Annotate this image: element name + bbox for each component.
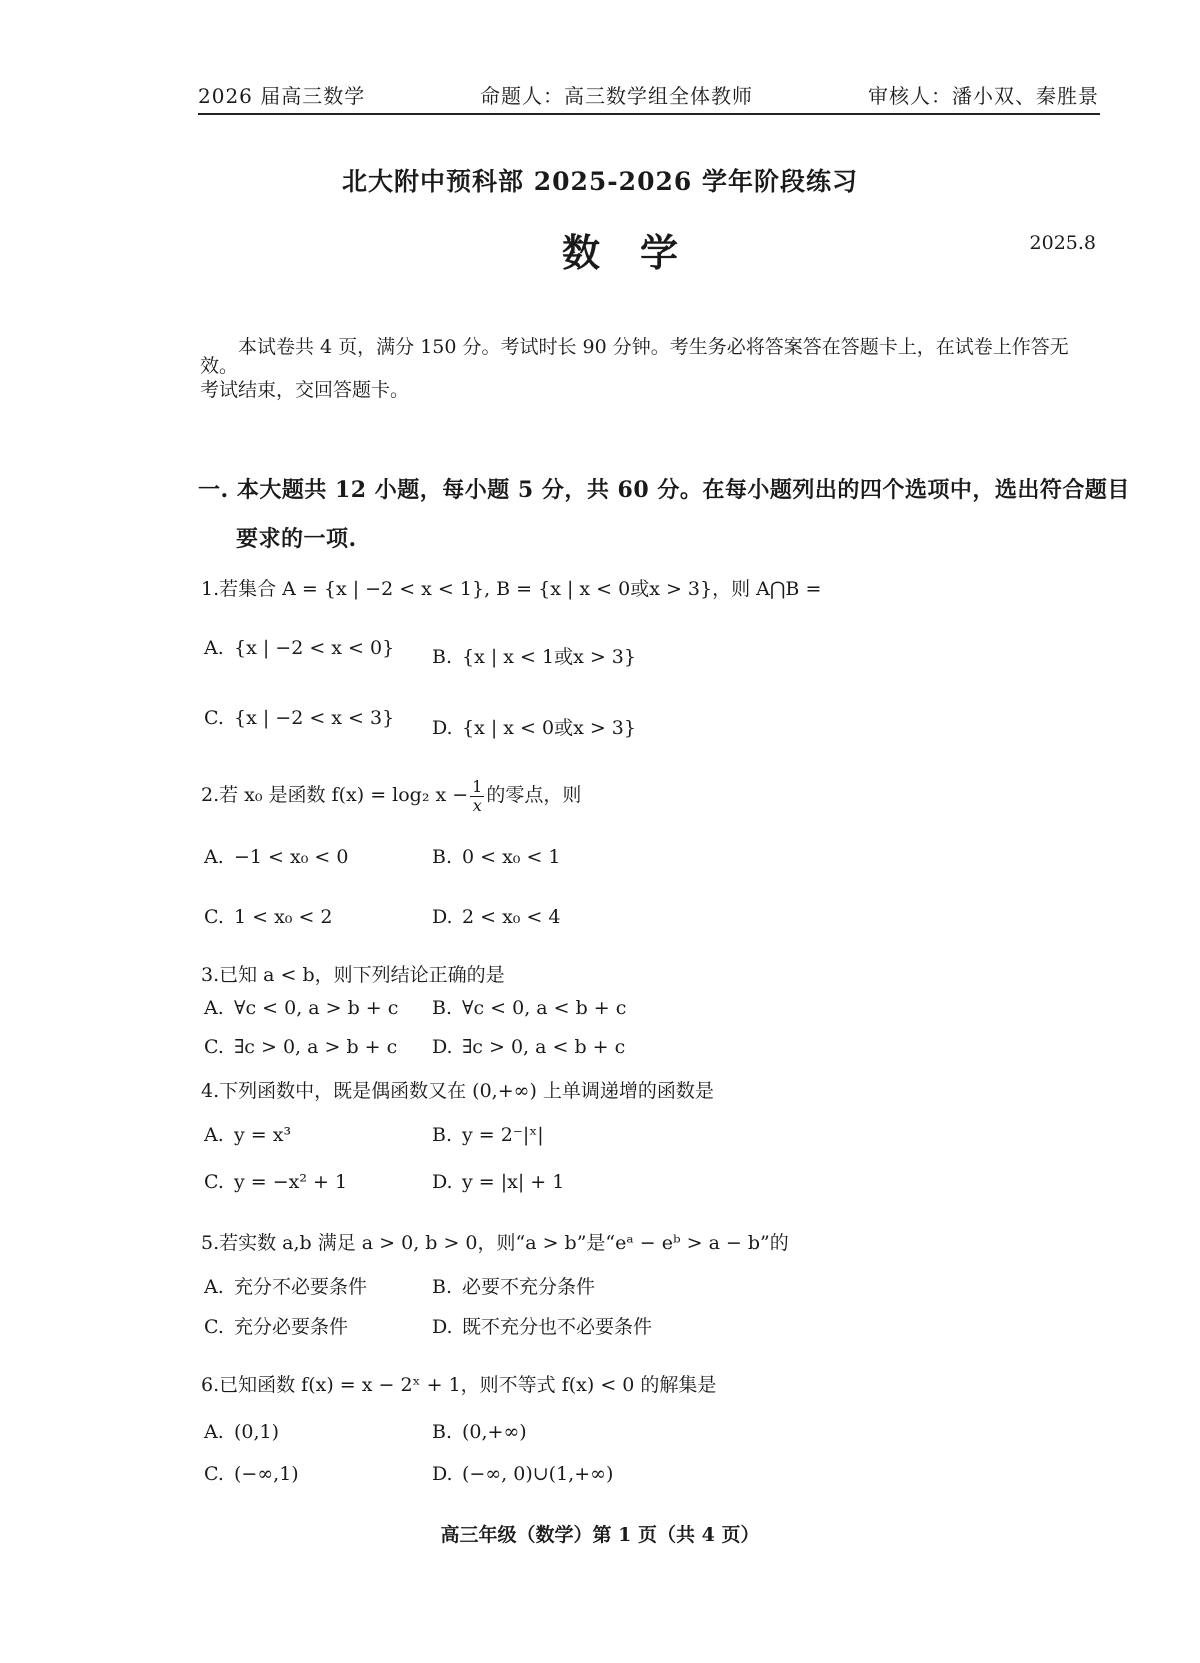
question-5-option-d: D. 既不充分也不必要条件 (432, 1316, 653, 1338)
question-3-option-d: D. ∃c > 0, a < b + c (432, 1036, 626, 1058)
question-4-option-d: D. y = |x| + 1 (432, 1171, 565, 1193)
exam-subject: 数学 (561, 230, 718, 275)
header-divider (198, 113, 1100, 115)
question-5-option-c: C. 充分必要条件 (204, 1316, 349, 1338)
intro-line-1: 本试卷共 4 页，满分 150 分。考试时长 90 分钟。考生务必将答案答在答题卡上，在试卷上作答无效。 (200, 336, 1069, 377)
question-6-option-c: C. (−∞,1) (204, 1463, 299, 1485)
question-6-option-a: A. (0,1) (204, 1421, 280, 1443)
question-5-stem: 5.若实数 a,b 满足 a > 0, b > 0，则“a > b”是“eᵃ − eᵇ > a − b”的 (201, 1232, 789, 1254)
question-4-stem: 4.下列函数中，既是偶函数又在 (0,+∞) 上单调递增的函数是 (201, 1080, 714, 1102)
question-1-stem: 1.若集合 A = {x | −2 < x < 1}, B = {x | x < 0或x > 3}，则 A⋂B = (201, 578, 822, 600)
header-reviewer: 审核人：潘小双、秦胜景 (868, 84, 1099, 108)
question-2-option-a: A. −1 < x₀ < 0 (204, 846, 349, 868)
question-4-option-c: C. y = −x² + 1 (204, 1171, 348, 1193)
section-heading-line-2: 要求的一项. (236, 526, 357, 552)
question-3-option-a: A. ∀c < 0, a > b + c (204, 997, 399, 1019)
question-1-option-a: A. {x | −2 < x < 0} (204, 637, 395, 659)
question-6-option-d: D. (−∞, 0)∪(1,+∞) (432, 1463, 614, 1485)
question-2-option-d: D. 2 < x₀ < 4 (432, 906, 561, 928)
question-6-stem: 6.已知函数 f(x) = x − 2ˣ + 1，则不等式 f(x) < 0 的解集是 (201, 1374, 717, 1396)
question-1-option-d: D. {x | x < 0或x > 3} (432, 717, 636, 739)
question-3-option-c: C. ∃c > 0, a > b + c (204, 1036, 398, 1058)
question-2-option-b: B. 0 < x₀ < 1 (432, 846, 561, 868)
question-4-option-a: A. y = x³ (204, 1124, 292, 1146)
question-2-fraction: $\frac{1}{x}$ (472, 777, 483, 815)
question-5-option-b: B. 必要不充分条件 (432, 1276, 596, 1298)
page-footer: 高三年级（数学）第 1 页（共 4 页） (440, 1524, 760, 1546)
question-3-stem: 3.已知 a < b，则下列结论正确的是 (201, 964, 505, 986)
question-4-option-b: B. y = 2⁻|ˣ| (432, 1124, 544, 1146)
header-author: 命题人：高三数学组全体教师 (480, 84, 753, 108)
question-2-stem: 2.若 x₀ 是函数 f(x) = log₂ x − $\frac{1}{x}$ 的零点，则 (201, 777, 582, 815)
exam-date: 2025.8 (1029, 232, 1096, 254)
header-grade: 2026 届高三数学 (198, 84, 366, 108)
intro-line-2: 考试结束，交回答题卡。 (200, 379, 410, 401)
exam-title: 北大附中预科部 2025-2026 学年阶段练习 (342, 167, 858, 196)
question-5-option-a: A. 充分不必要条件 (204, 1276, 368, 1298)
question-1-option-b: B. {x | x < 1或x > 3} (432, 646, 636, 668)
section-heading-line-1: 一. 本大题共 12 小题，每小题 5 分，共 60 分。在每小题列出的四个选项中，选出符合题目 (198, 477, 1130, 503)
question-1-option-c: C. {x | −2 < x < 3} (204, 707, 395, 729)
question-6-option-b: B. (0,+∞) (432, 1421, 527, 1443)
question-3-option-b: B. ∀c < 0, a < b + c (432, 997, 627, 1019)
question-2-option-c: C. 1 < x₀ < 2 (204, 906, 333, 928)
